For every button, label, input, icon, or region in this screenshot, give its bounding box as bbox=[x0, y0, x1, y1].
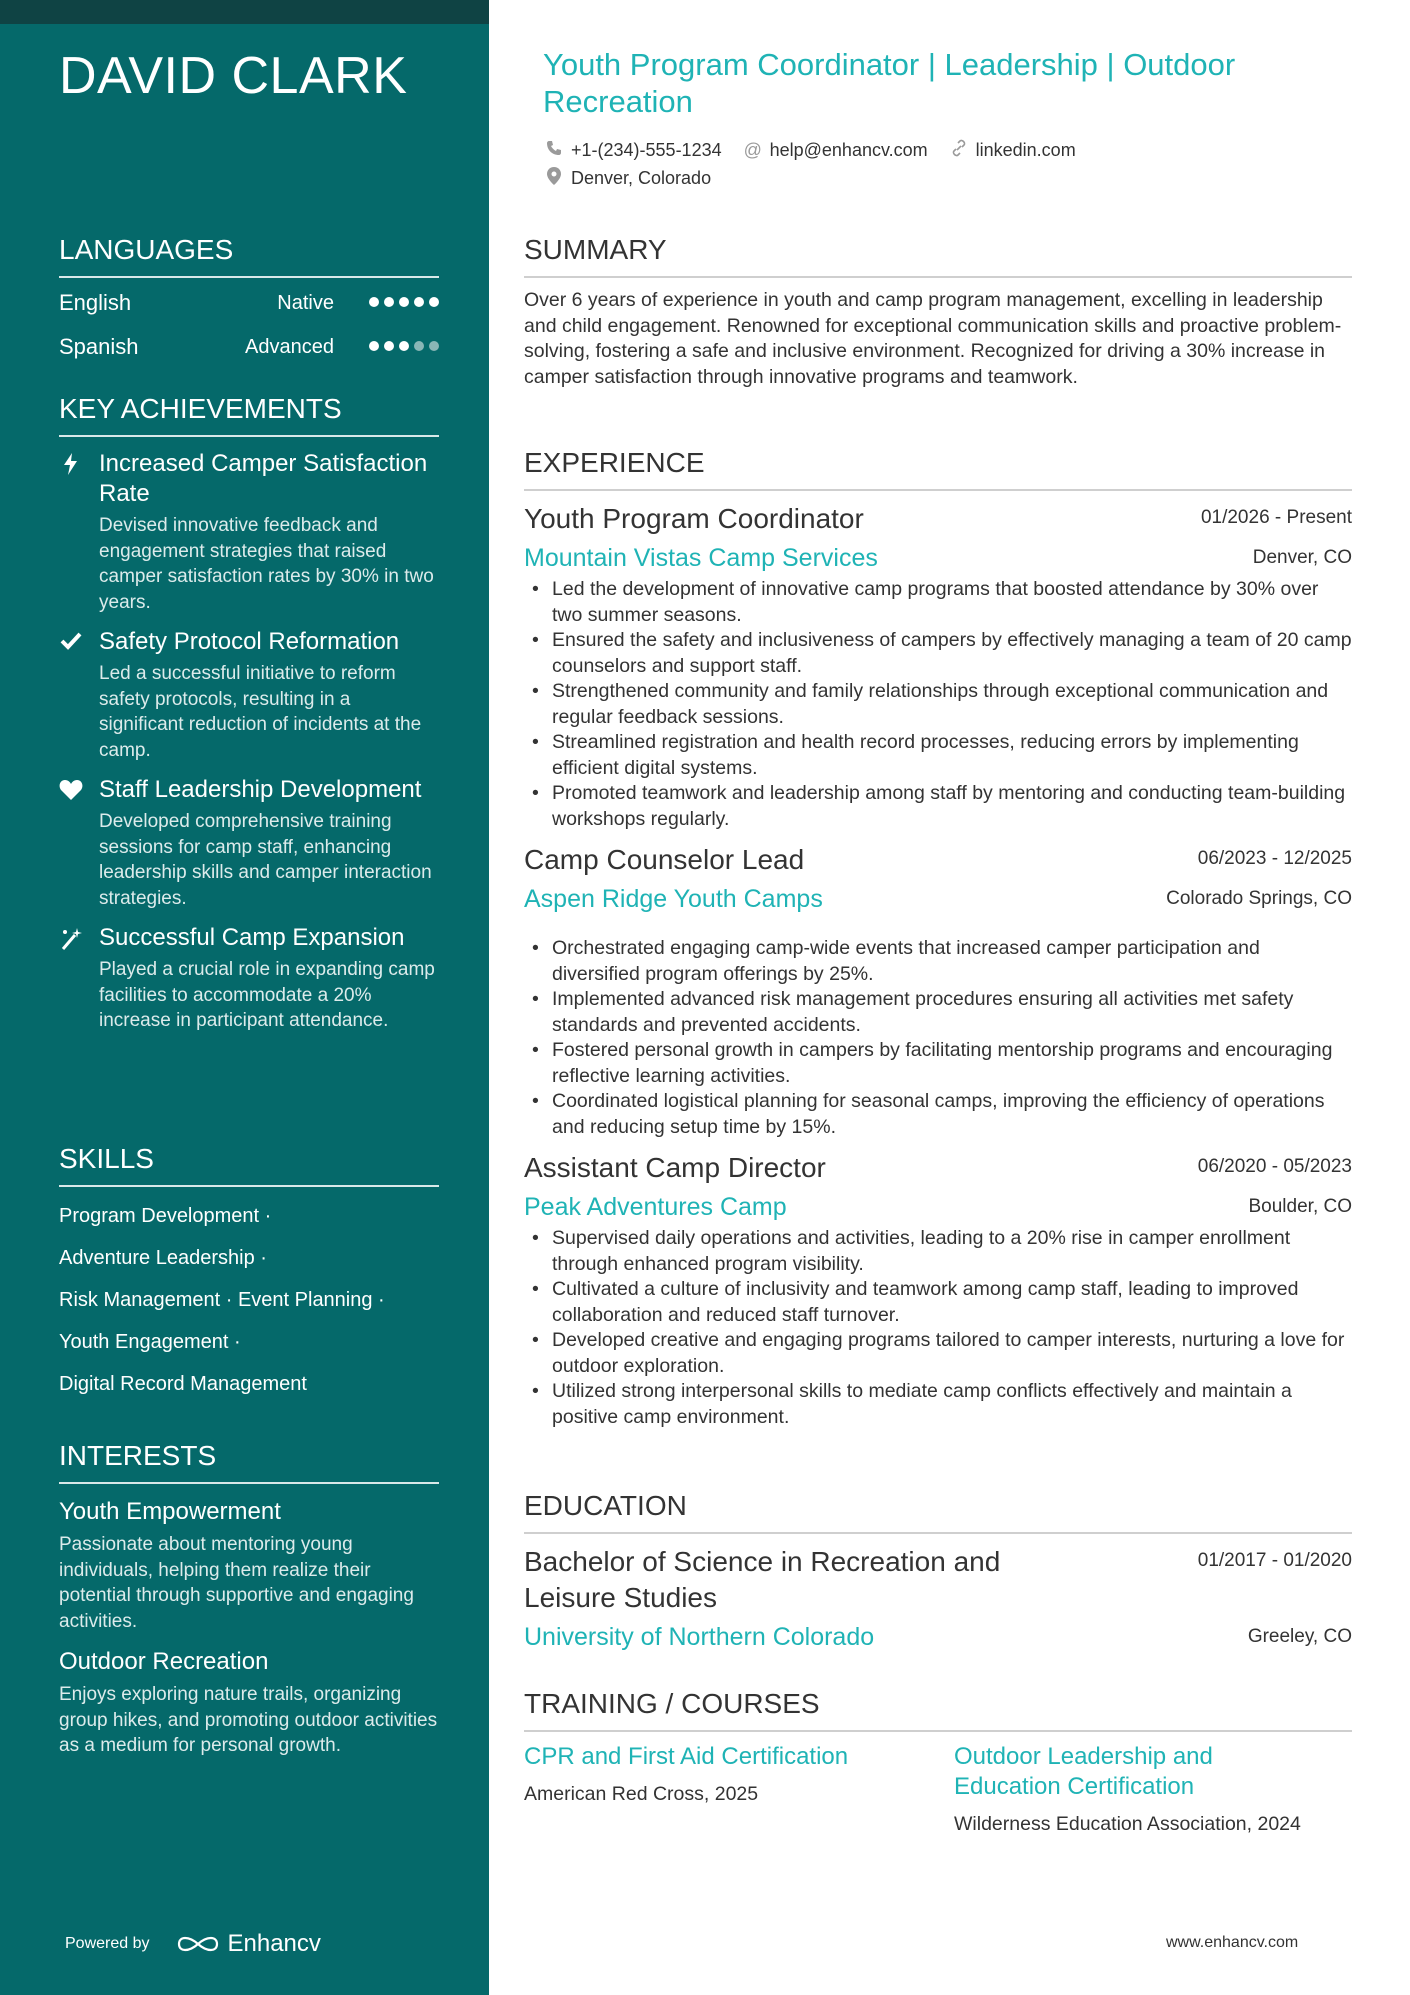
degree-title: Bachelor of Science in Recreation and Leisure Studies bbox=[524, 1546, 1001, 1613]
contact-phone[interactable]: +1-(234)-555-1234 bbox=[545, 140, 722, 161]
training-grid bbox=[524, 1742, 1352, 1838]
job-location: Denver, CO bbox=[1252, 547, 1352, 568]
list-item: • Led the development of innovative camp programs that boosted attendance by 30% over two summer seasons. bbox=[524, 577, 1352, 628]
contact-info bbox=[545, 136, 1076, 192]
interest-description: Enjoys exploring nature trails, organizing group hikes, and promoting outdoor activities as a medium for personal growth. bbox=[59, 1684, 438, 1756]
job-company: Mountain Vistas Camp Services bbox=[524, 544, 878, 572]
achievement-item bbox=[59, 923, 439, 1034]
training-item bbox=[954, 1742, 1352, 1838]
list-item: • Utilized strong interpersonal skills to mediate camp conflicts effectively and maintain a positive camp environment. bbox=[524, 1379, 1352, 1430]
training-heading: TRAINING / COURSES bbox=[524, 1688, 1352, 1732]
summary-section bbox=[524, 234, 1352, 390]
job-bullets bbox=[524, 936, 1352, 1140]
summary-heading: SUMMARY bbox=[524, 234, 1352, 278]
candidate-name: DAVID CLARK bbox=[59, 47, 408, 105]
list-item: • Orchestrated engaging camp-wide events that increased camper participation and diversified program offerings by 25%. bbox=[524, 936, 1352, 987]
powered-by-footer bbox=[65, 1930, 321, 1958]
language-name: English bbox=[59, 290, 132, 315]
school-name: University of Northern Colorado bbox=[524, 1623, 875, 1651]
job-company: Peak Adventures Camp bbox=[524, 1193, 787, 1221]
education-location: Greeley, CO bbox=[1247, 1626, 1352, 1647]
language-row bbox=[59, 278, 439, 322]
training-organization: American Red Cross, 2025 bbox=[524, 1783, 759, 1805]
language-level: Advanced bbox=[245, 336, 334, 358]
list-item: • Promoted teamwork and leadership among staff by mentoring and conducting team-building workshops regularly. bbox=[524, 781, 1352, 832]
job-location: Colorado Springs, CO bbox=[1166, 888, 1352, 909]
at-sign-icon: @ bbox=[743, 139, 762, 160]
skills-list bbox=[59, 1195, 439, 1405]
list-item: • Ensured the safety and inclusiveness of campers by effectively managing a team of 20 camp counselors and support staff. bbox=[524, 628, 1352, 679]
skill-line: Youth Engagement · bbox=[59, 1331, 241, 1353]
skills-section bbox=[59, 1143, 439, 1405]
job-company: Aspen Ridge Youth Camps bbox=[524, 885, 823, 913]
heart-icon bbox=[59, 779, 83, 803]
achievement-item bbox=[59, 449, 439, 615]
training-item bbox=[524, 1742, 954, 1838]
achievement-title: Increased Camper Satisfaction Rate bbox=[99, 450, 428, 507]
experience-section bbox=[524, 447, 1352, 1430]
list-item: • Implemented advanced risk management procedures ensuring all activities met safety standards and prevented accidents. bbox=[524, 987, 1352, 1038]
sidebar-top-bar bbox=[0, 0, 489, 24]
achievement-item bbox=[59, 627, 439, 763]
job-entry bbox=[524, 501, 1352, 832]
languages-heading: LANGUAGES bbox=[59, 234, 439, 278]
language-proficiency-dots bbox=[369, 297, 439, 307]
education-heading: EDUCATION bbox=[524, 1490, 1352, 1534]
lightning-bolt-icon bbox=[59, 453, 83, 477]
list-item: • Supervised daily operations and activities, leading to a 20% rise in camper enrollment through enhanced program visibility. bbox=[524, 1226, 1352, 1277]
interest-item bbox=[59, 1496, 439, 1634]
contact-email[interactable]: @ help@enhancv.com bbox=[743, 139, 928, 160]
interest-title: Outdoor Recreation bbox=[59, 1648, 269, 1675]
skill-line: Risk Management · Event Planning · bbox=[59, 1289, 385, 1311]
headline: Youth Program Coordinator | Leadership | Outdoor Recreation bbox=[543, 47, 1236, 119]
job-title: Assistant Camp Director bbox=[524, 1152, 826, 1183]
interests-section bbox=[59, 1440, 439, 1759]
achievements-section bbox=[59, 393, 439, 1034]
enhancv-logo-icon bbox=[176, 1933, 220, 1955]
languages-section bbox=[59, 234, 439, 366]
link-icon bbox=[950, 139, 968, 162]
job-title: Camp Counselor Lead bbox=[524, 844, 805, 875]
job-entry bbox=[524, 842, 1352, 1140]
job-bullets bbox=[524, 577, 1352, 832]
list-item: • Streamlined registration and health record processes, reducing errors by implementing efficient digital systems. bbox=[524, 730, 1352, 781]
training-title: Outdoor Leadership and Education Certification bbox=[954, 1743, 1213, 1800]
achievements-heading: KEY ACHIEVEMENTS bbox=[59, 393, 439, 437]
sidebar bbox=[0, 0, 489, 1995]
achievement-title: Safety Protocol Reformation bbox=[99, 628, 400, 655]
skill-line: Digital Record Management bbox=[59, 1373, 307, 1395]
list-item: • Developed creative and engaging programs tailored to camper interests, nurturing a love for outdoor exploration. bbox=[524, 1328, 1352, 1379]
skills-heading: SKILLS bbox=[59, 1143, 439, 1187]
achievement-description: Played a crucial role in expanding camp facilities to accommodate a 20% increase in participant attendance. bbox=[99, 959, 435, 1031]
education-entry bbox=[524, 1544, 1352, 1654]
language-name: Spanish bbox=[59, 334, 139, 359]
job-date: 01/2026 - Present bbox=[1200, 507, 1352, 528]
location-pin-icon bbox=[545, 167, 563, 190]
education-date: 01/2017 - 01/2020 bbox=[1197, 1550, 1352, 1571]
footer-url[interactable]: www.enhancv.com bbox=[1166, 1934, 1299, 1951]
summary-text: Over 6 years of experience in youth and camp program management, excelling in leadership and child engagement. Renowned for exceptional communication skills and proactive problem-solving, fostering a safe and inclusive environment. Recognized for driving a 30% increase in camper satisfaction through innovative programs and teamwork. bbox=[524, 289, 1342, 388]
job-title: Youth Program Coordinator bbox=[524, 503, 864, 534]
job-location: Boulder, CO bbox=[1248, 1196, 1352, 1217]
achievement-description: Developed comprehensive training sessions for camp staff, enhancing leadership skills and camper interaction strategies. bbox=[99, 811, 432, 909]
education-section bbox=[524, 1490, 1352, 1654]
training-section bbox=[524, 1688, 1352, 1838]
language-row bbox=[59, 322, 439, 366]
list-item: • Fostered personal growth in campers by facilitating mentorship programs and encouraging reflective learning activities. bbox=[524, 1038, 1352, 1089]
achievement-item bbox=[59, 775, 439, 911]
language-level: Native bbox=[277, 292, 334, 314]
interest-title: Youth Empowerment bbox=[59, 1498, 281, 1525]
job-date: 06/2020 - 05/2023 bbox=[1197, 1156, 1352, 1177]
training-organization: Wilderness Education Association, 2024 bbox=[954, 1813, 1301, 1835]
skill-line: Program Development · bbox=[59, 1205, 272, 1227]
list-item: • Strengthened community and family relationships through exceptional communication and regular feedback sessions. bbox=[524, 679, 1352, 730]
enhancv-logo[interactable] bbox=[176, 1930, 321, 1958]
contact-location: Denver, Colorado bbox=[545, 167, 711, 190]
interests-heading: INTERESTS bbox=[59, 1440, 439, 1484]
experience-heading: EXPERIENCE bbox=[524, 447, 1352, 491]
job-entry bbox=[524, 1150, 1352, 1430]
contact-linkedin[interactable]: linkedin.com bbox=[950, 139, 1076, 162]
interest-description: Passionate about mentoring young individuals, helping them realize their potential through supportive and engaging activities. bbox=[59, 1534, 414, 1632]
job-date: 06/2023 - 12/2025 bbox=[1197, 848, 1352, 869]
interest-item bbox=[59, 1646, 439, 1759]
brand-name: Enhancv bbox=[227, 1930, 321, 1957]
achievement-title: Staff Leadership Development bbox=[99, 776, 422, 803]
list-item: • Cultivated a culture of inclusivity and teamwork among camp staff, leading to improved collaboration and reduced staff turnover. bbox=[524, 1277, 1352, 1328]
achievement-description: Led a successful initiative to reform safety protocols, resulting in a significant reduction of incidents at the camp. bbox=[99, 663, 422, 761]
powered-by-label: Powered by bbox=[65, 1935, 150, 1952]
job-bullets bbox=[524, 1226, 1352, 1430]
language-proficiency-dots bbox=[369, 341, 439, 351]
phone-icon bbox=[545, 140, 563, 161]
training-title: CPR and First Aid Certification bbox=[524, 1743, 849, 1770]
achievement-description: Devised innovative feedback and engagement strategies that raised camper satisfaction rates by 30% in two years. bbox=[99, 515, 434, 613]
achievement-title: Successful Camp Expansion bbox=[99, 924, 405, 951]
magic-wand-icon bbox=[59, 927, 83, 951]
checkmark-icon bbox=[59, 631, 83, 655]
skill-line: Adventure Leadership · bbox=[59, 1247, 267, 1269]
list-item: • Coordinated logistical planning for seasonal camps, improving the efficiency of operations and reducing setup time by 15%. bbox=[524, 1089, 1352, 1140]
